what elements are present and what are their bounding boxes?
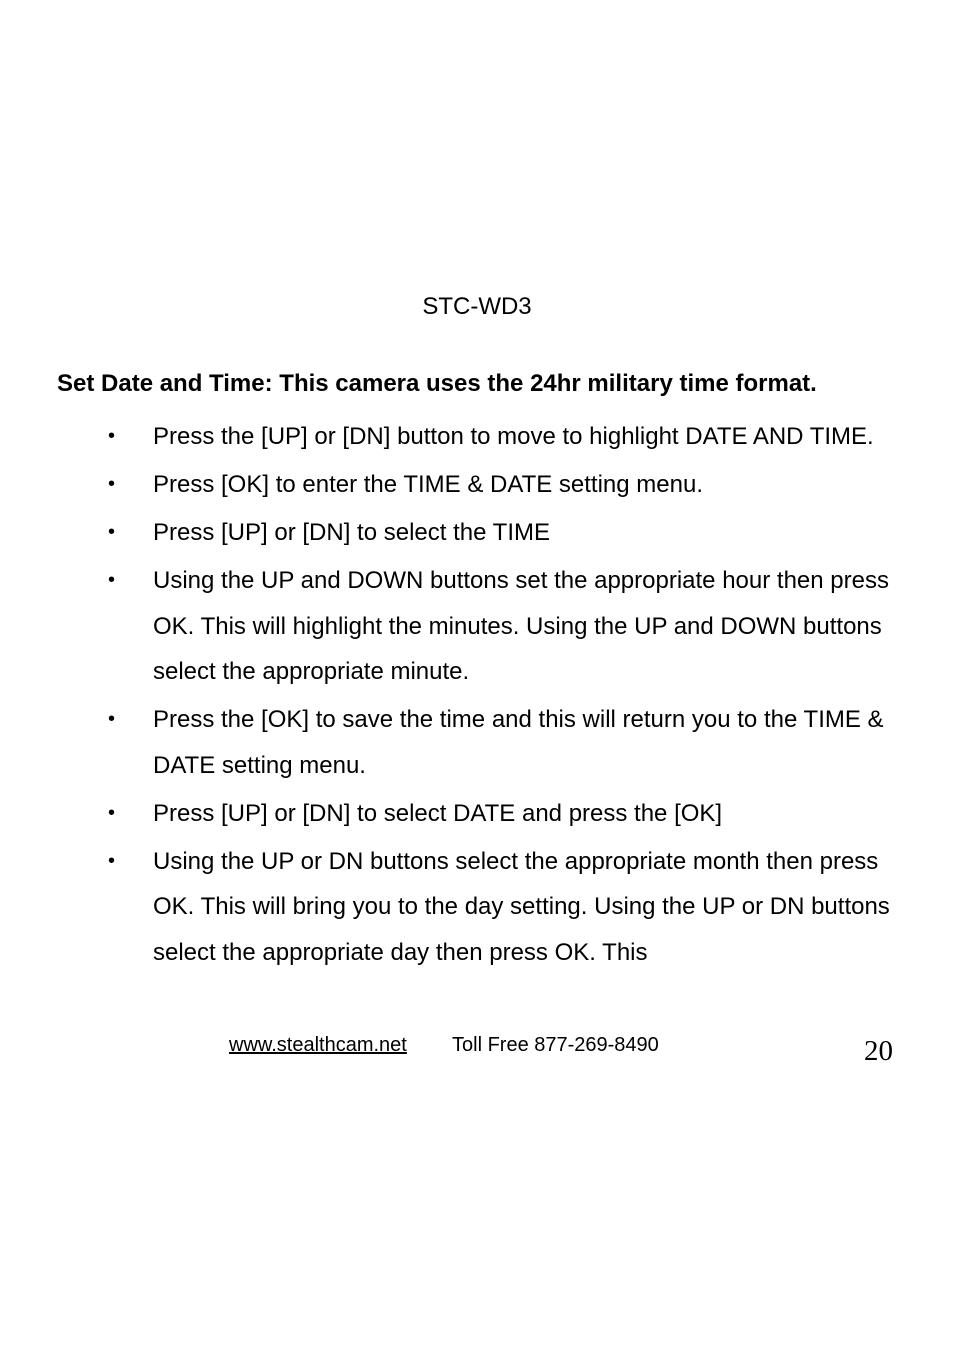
website-link[interactable]: www.stealthcam.net (229, 1034, 407, 1056)
list-item-text: Using the UP and DOWN buttons set the appropriate hour then press OK. This will highlight the minutes. Using the UP and DOWN buttons select the appropriate minute. (153, 567, 889, 685)
list-item-text: Using the UP or DN buttons select the appropriate month then press OK. This will bring you to the day setting. Using the UP or DN buttons select the appropriate day then press OK. This (153, 847, 890, 966)
bullet-icon: • (108, 708, 116, 730)
list-item-text: Press [UP] or [DN] to select DATE and press the [OK] (153, 799, 723, 827)
list-item (0, 839, 898, 976)
bullet-icon: • (108, 521, 116, 543)
list-item (0, 414, 898, 460)
list-item (0, 697, 898, 788)
document-model-title: STC-WD3 (422, 293, 532, 320)
list-item-text: Press [UP] or [DN] to select the TIME (153, 519, 551, 546)
list-item (0, 558, 898, 695)
list-item-text: Press the [UP] or [DN] button to move to highlight DATE AND TIME. (153, 423, 874, 450)
bullet-icon: • (108, 425, 116, 447)
list-item-text: Press [OK] to enter the TIME & DATE setting menu. (153, 471, 703, 498)
list-item (0, 791, 898, 837)
toll-free-phone: Toll Free 877-269-8490 (452, 1034, 659, 1056)
list-item (0, 510, 898, 556)
list-item-text: Press the [OK] to save the time and this will return you to the TIME & DATE setting menu. (153, 706, 884, 779)
list-item (0, 462, 898, 508)
bullet-icon: • (108, 569, 116, 591)
instruction-list (0, 414, 954, 978)
page-number: 20 (864, 1035, 893, 1067)
section-heading: Set Date and Time: This camera uses the 24hr military time format. (57, 370, 817, 397)
bullet-icon: • (108, 849, 116, 872)
page-footer (0, 1030, 954, 1070)
bullet-icon: • (108, 473, 116, 495)
bullet-icon: • (108, 801, 116, 824)
